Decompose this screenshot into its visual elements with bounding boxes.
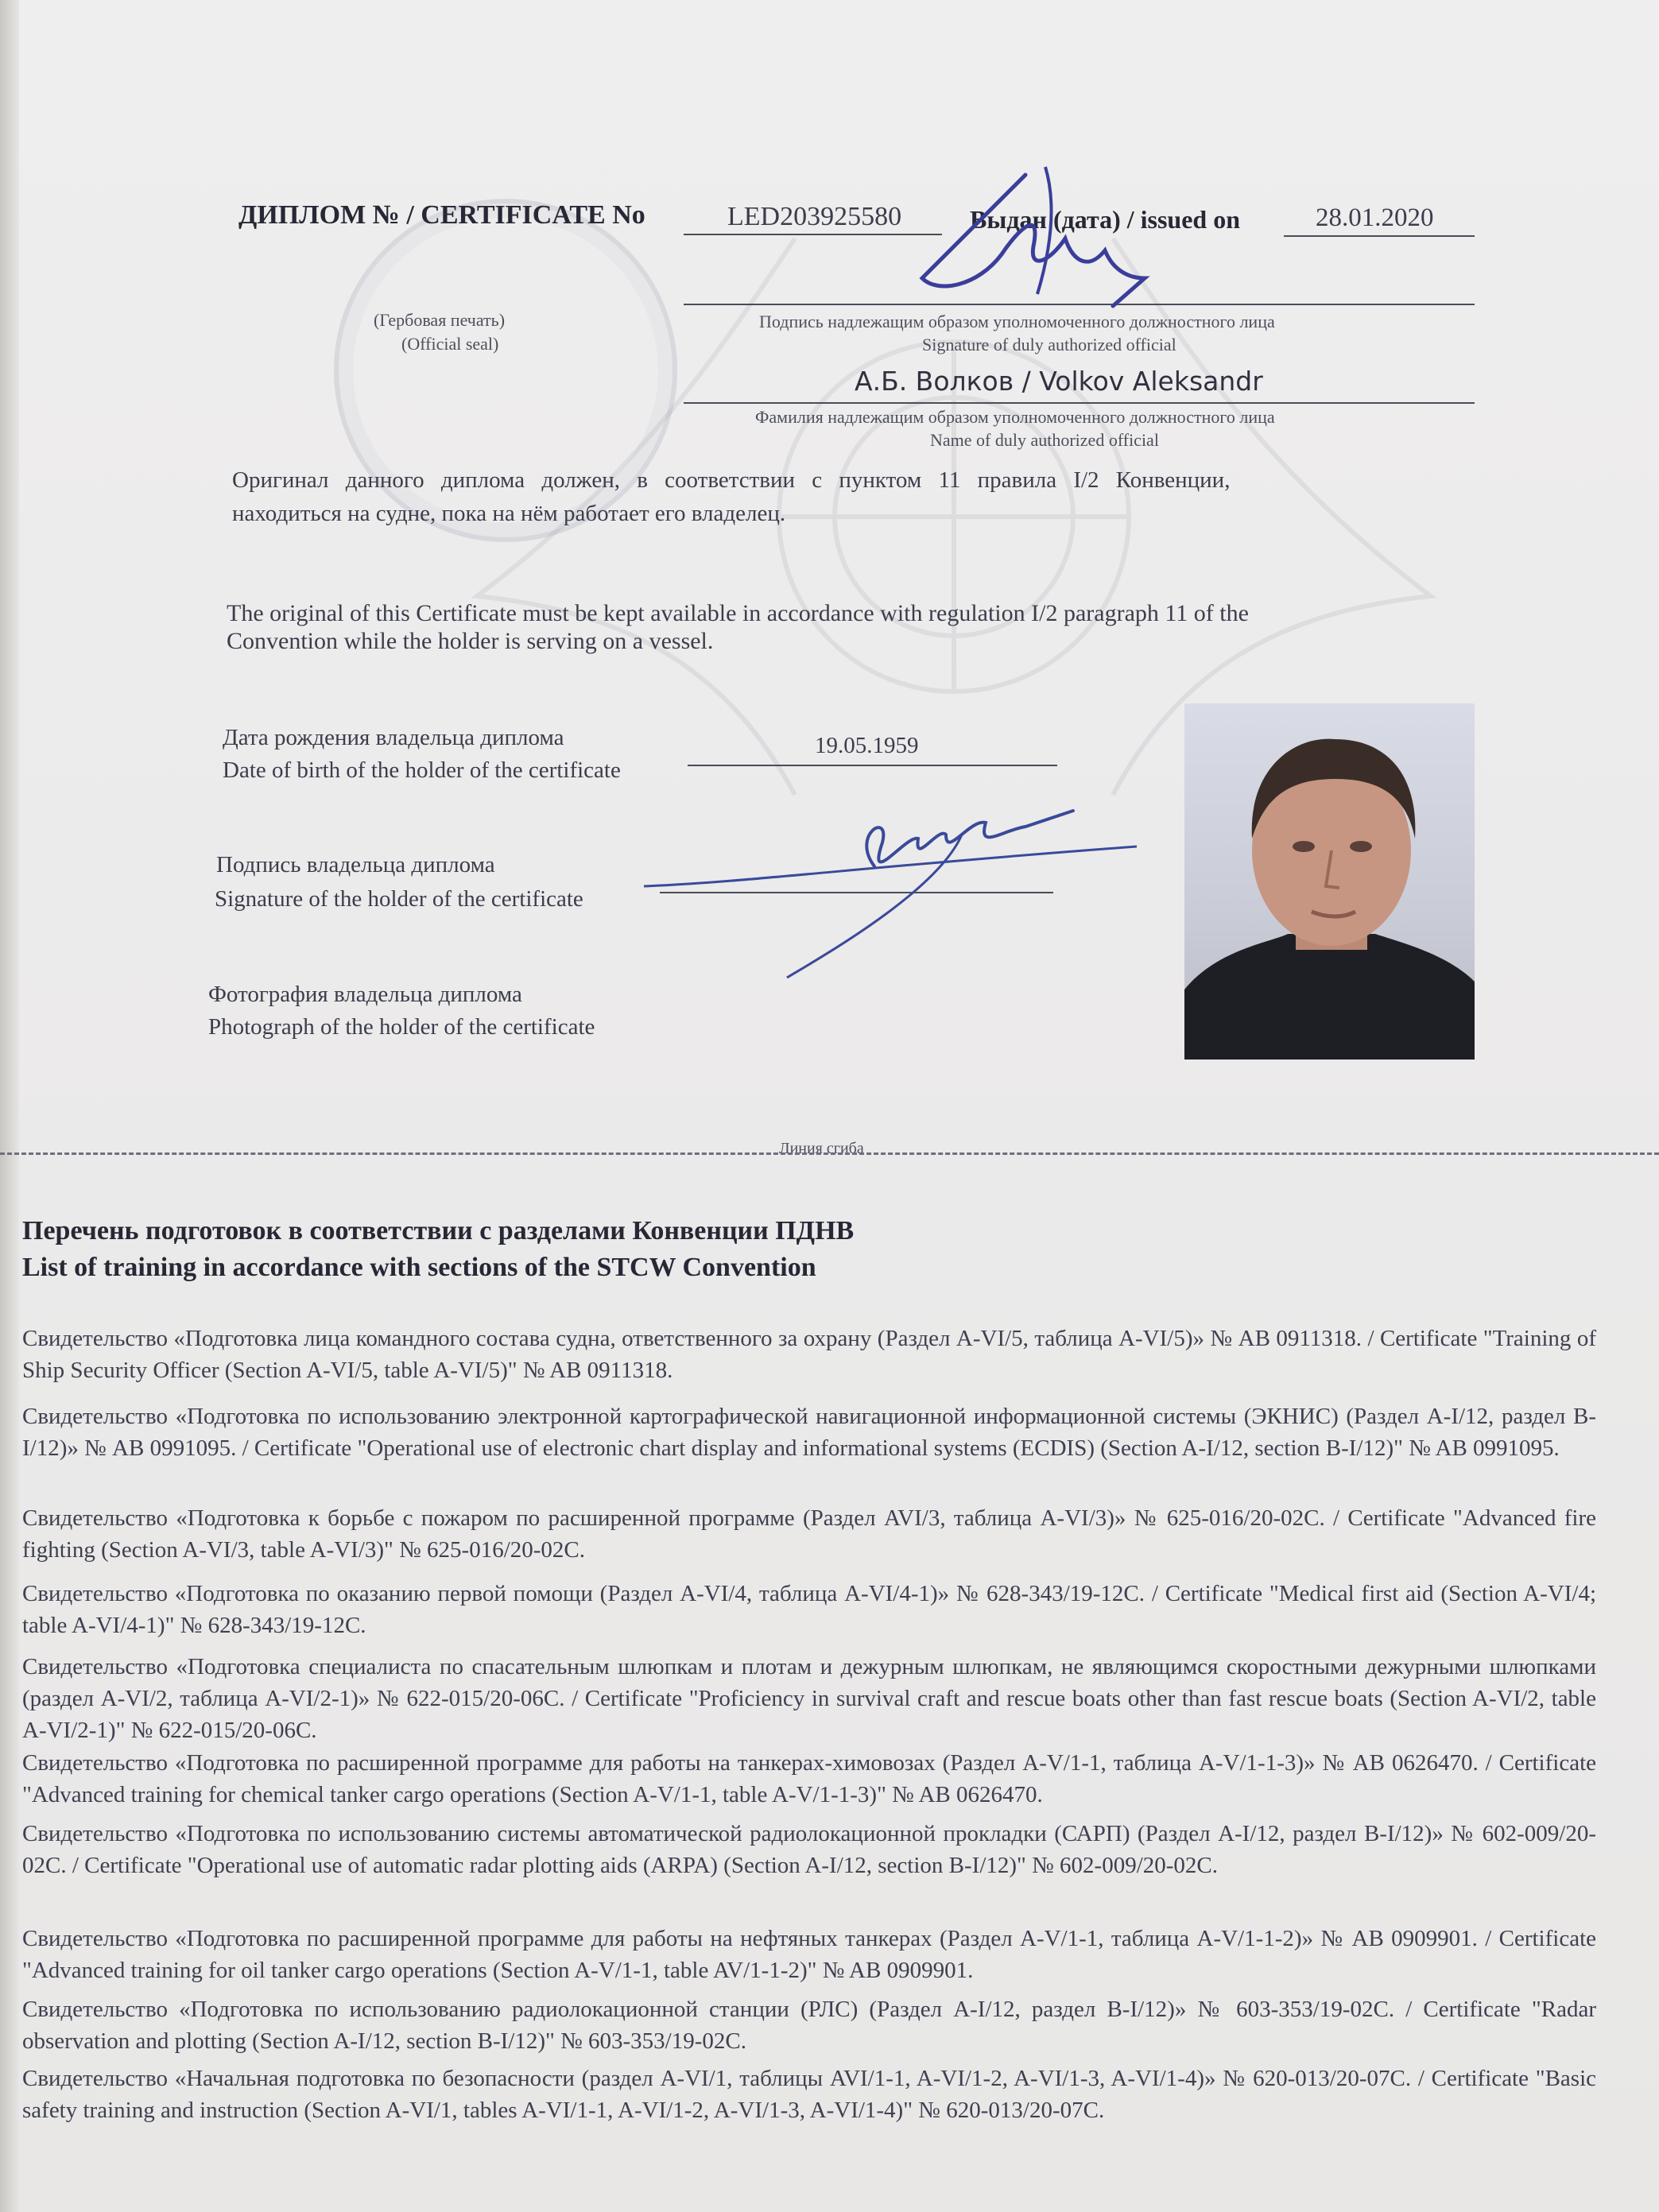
training-item-6: Свидетельство «Подготовка по расширенной программе для работы на танкерах-химовозах (Раздел A-V/1-1, таблица A-V/1-1-3)» № AB 0626470. / Certificate "Advanced training for chemical tanker cargo operations (Section A-V/1-1, table A-V/1-1-3)" № AB 0626470. xyxy=(22,1750,1596,1807)
training-item-2: Свидетельство «Подготовка по использованию электронной картографической навигационной информационной системы (ЭКНИС) (Раздел A-I/12, раздел B-I/12)» № AB 0991095. / Certificate "Operational use of electronic chart display and informational systems (ECDIS) (Section A-I/12, section B-I/12)" № AB 0991095. xyxy=(22,1404,1596,1461)
training-heading-ru: Перечень подготовок в соответствии с разделами Конвенции ПДНВ xyxy=(22,1216,855,1245)
training-item-10: Свидетельство «Начальная подготовка по безопасности (раздел A-VI/1, таблицы AVI/1-1, A-VI/1-2, A-VI/1-3, A-VI/1-4)» № 620-013/20-07C. / Certificate "Basic safety training and instruction (Section A-VI/1, tables A-VI/1-1, A-VI/1-2, A-VI/1-3, A-VI/1-4)" № 620-013/20-07C. xyxy=(22,2066,1596,2123)
photo-label-ru: Фотография владельца диплома xyxy=(208,982,522,1007)
official-name-line xyxy=(684,402,1475,404)
original-note-ru-1: Оригинал данного диплома должен, в соответствии с пунктом 11 правила I/2 Конвенции, xyxy=(232,467,1231,493)
holder-signature-label-ru: Подпись владельца диплома xyxy=(216,852,495,877)
holder-photograph xyxy=(1184,703,1475,1060)
holder-signature-label-en: Signature of the holder of the certificate xyxy=(215,886,583,912)
training-item-8: Свидетельство «Подготовка по расширенной программе для работы на нефтяных танкерах (Раздел A-V/1-1, таблица A-V/1-1-2)» № AB 0909901. / Certificate "Advanced training for oil tanker cargo operations (Section A-V/1-1, table AV/1-1-2)" № AB 0909901. xyxy=(22,1926,1596,1983)
seal-caption-ru: (Гербовая печать) xyxy=(374,310,506,330)
dob-label-en: Date of birth of the holder of the certificate xyxy=(223,757,621,783)
training-item-1: Свидетельство «Подготовка лица командного состава судна, ответственного за охрану (Раздел A-VI/5, таблица A-VI/5)» № AB 0911318. / Certificate "Training of Ship Security Officer (Section A-VI/5, table A-VI/5)" № AB 0911318. xyxy=(22,1326,1596,1383)
holder-signature-icon xyxy=(628,803,1153,986)
original-note-en-2: Convention while the holder is serving on a vessel. xyxy=(227,628,714,654)
page-edge-shadow xyxy=(0,0,19,2212)
official-name: А.Б. Волков / Volkov Aleksandr xyxy=(855,366,1263,397)
photo-label-en: Photograph of the holder of the certificate xyxy=(208,1014,595,1040)
certificate-number-label: ДИПЛОМ № / CERTIFICATE No xyxy=(238,200,645,230)
dob-label-ru: Дата рождения владельца диплома xyxy=(223,725,564,750)
official-name-caption-en: Name of duly authorized official xyxy=(930,430,1159,450)
official-signature-caption-ru: Подпись надлежащим образом уполномоченного должностного лица xyxy=(759,312,1275,331)
training-item-7: Свидетельство «Подготовка по использованию системы автоматической радиолокационной прокладки (САРП) (Раздел A-I/12, раздел B-I/12)» № 602-009/20-02C. / Certificate "Operational use of automatic radar plotting aids (ARPA) (Section A-I/12, section B-I/12)" № 602-009/20-02C. xyxy=(22,1821,1596,1878)
training-item-3: Свидетельство «Подготовка к борьбе с пожаром по расширенной программе (Раздел AVI/3, таблица A-VI/3)» № 625-016/20-02C. / Certificate "Advanced fire fighting (Section A-VI/3, table A-VI/3)" № 625-016/20-02C. xyxy=(22,1505,1596,1563)
official-name-caption-ru: Фамилия надлежащим образом уполномоченного должностного лица xyxy=(755,407,1275,427)
dob-underline xyxy=(688,765,1057,766)
certificate-number-underline xyxy=(684,234,942,235)
issued-date-value: 28.01.2020 xyxy=(1316,203,1434,232)
issued-label: Выдан (дата) / issued on xyxy=(970,205,1241,234)
training-item-4: Свидетельство «Подготовка по оказанию первой помощи (Раздел A-VI/4, таблица A-VI/4-1)» № 628-343/19-12C. / Certificate "Medical first aid (Section A-VI/4; table A-VI/4-1)" № 628-343/19-12C. xyxy=(22,1581,1596,1638)
official-signature-icon xyxy=(906,159,1176,318)
seal-caption-en: (Official seal) xyxy=(401,334,499,354)
training-heading-en: List of training in accordance with sections of the STCW Convention xyxy=(22,1253,816,1282)
training-item-9: Свидетельство «Подготовка по использованию радиолокационной станции (РЛС) (Раздел A-I/12, раздел B-I/12)» № 603-353/19-02C. / Certificate "Radar observation and plotting (Section A-I/12, section B-I/12)" № 603-353/19-02C. xyxy=(22,1997,1596,2054)
original-note-en-1: The original of this Certificate must be kept available in accordance with regulation I/2 paragraph 11 of the xyxy=(227,600,1249,626)
dob-value: 19.05.1959 xyxy=(815,733,919,758)
issued-date-underline xyxy=(1284,235,1475,237)
official-signature-caption-en: Signature of duly authorized official xyxy=(922,335,1176,354)
holder-portrait-icon xyxy=(1184,703,1475,1060)
original-note-ru-2: находиться на судне, пока на нём работает его владелец. xyxy=(232,501,786,526)
fold-line xyxy=(0,1152,1659,1155)
fold-line-label: Линия сгиба xyxy=(779,1140,864,1157)
training-item-5: Свидетельство «Подготовка специалиста по спасательным шлюпкам и плотам и дежурным шлюпкам, не являющимся скоростными дежурными шлюпками (раздел A-VI/2, таблица A-VI/2-1)» № 622-015/20-06C. / Certificate "Proficiency in survival craft and rescue boats other than fast rescue boats (Section A-VI/2, table A-VI/2-1)" № 622-015/20-06C. xyxy=(22,1654,1596,1743)
certificate-number-value: LED203925580 xyxy=(727,202,902,231)
